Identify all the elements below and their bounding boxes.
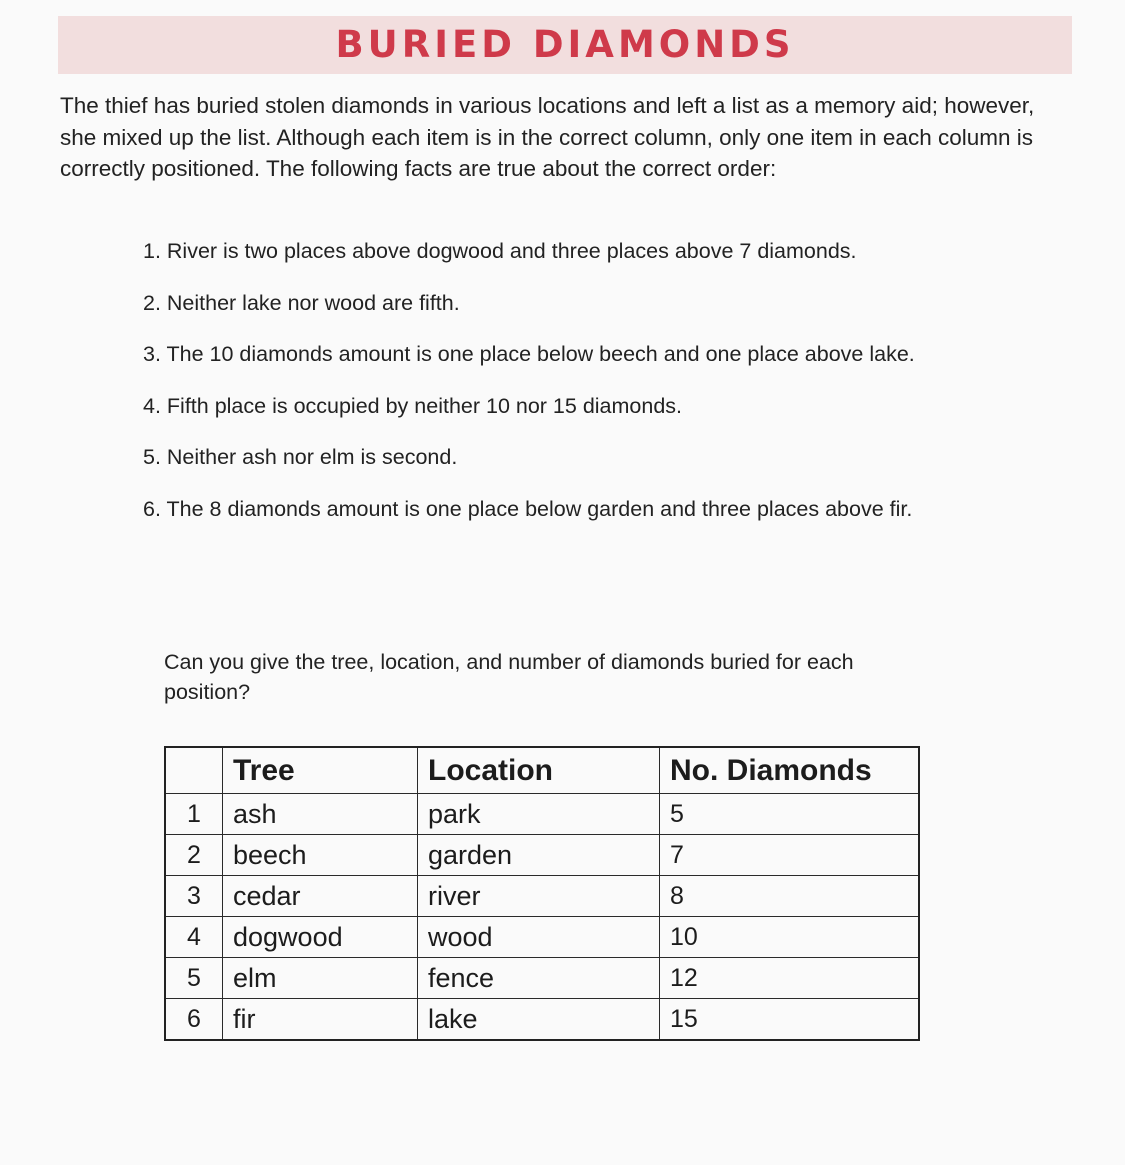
tree-cell: ash	[223, 794, 418, 835]
table-row	[165, 958, 919, 999]
diamonds-cell: 15	[660, 999, 920, 1041]
location-cell: fence	[418, 958, 660, 999]
clue-item: 3. The 10 diamonds amount is one place below beech and one place above lake.	[143, 342, 915, 366]
diamonds-cell: 5	[660, 794, 920, 835]
diamonds-cell: 7	[660, 835, 920, 876]
clue-item: 6. The 8 diamonds amount is one place below garden and three places above fir.	[143, 496, 913, 521]
header-location: Location	[418, 747, 660, 794]
table-row	[165, 917, 919, 958]
clue-item: 1. River is two places above dogwood and three places above 7 diamonds.	[143, 239, 857, 263]
position-cell: 6	[165, 999, 223, 1041]
intro-paragraph: The thief has buried stolen diamonds in various locations and left a list as a memory aid; however, she mixed up the list. Although each item is in the correct column, only one item in each column is correctly positioned. The following facts are true about the correct order:	[60, 93, 1035, 181]
tree-cell: cedar	[223, 876, 418, 917]
table-row	[165, 876, 919, 917]
position-cell: 3	[165, 876, 223, 917]
header-tree: Tree	[223, 747, 418, 794]
location-cell: wood	[418, 917, 660, 958]
tree-cell: dogwood	[223, 917, 418, 958]
table-row	[165, 999, 919, 1041]
diamonds-cell: 8	[660, 876, 920, 917]
header-position	[165, 747, 223, 794]
location-cell: lake	[418, 999, 660, 1041]
diamonds-cell: 12	[660, 958, 920, 999]
question-text: Can you give the tree, location, and number of diamonds buried for each position?	[164, 650, 854, 704]
clue-item: 4. Fifth place is occupied by neither 10 nor 15 diamonds.	[143, 393, 683, 418]
location-cell: park	[418, 794, 660, 835]
tree-cell: elm	[223, 958, 418, 999]
position-cell: 2	[165, 835, 223, 876]
table-row	[165, 794, 919, 835]
clue-item: 2. Neither lake nor wood are fifth.	[143, 290, 460, 315]
page-title: BURIED DIAMONDS	[335, 23, 795, 66]
tree-cell: fir	[223, 999, 418, 1041]
position-cell: 4	[165, 917, 223, 958]
table-header-row	[165, 747, 919, 794]
location-cell: river	[418, 876, 660, 917]
clue-list	[143, 236, 1063, 545]
tree-cell: beech	[223, 835, 418, 876]
location-cell: garden	[418, 835, 660, 876]
header-diamonds: No. Diamonds	[660, 747, 920, 794]
position-cell: 1	[165, 794, 223, 835]
position-cell: 5	[165, 958, 223, 999]
puzzle-table	[164, 746, 920, 1041]
diamonds-cell: 10	[660, 917, 920, 958]
clue-item: 5. Neither ash nor elm is second.	[143, 445, 458, 469]
title-banner	[58, 16, 1072, 74]
table-row	[165, 835, 919, 876]
